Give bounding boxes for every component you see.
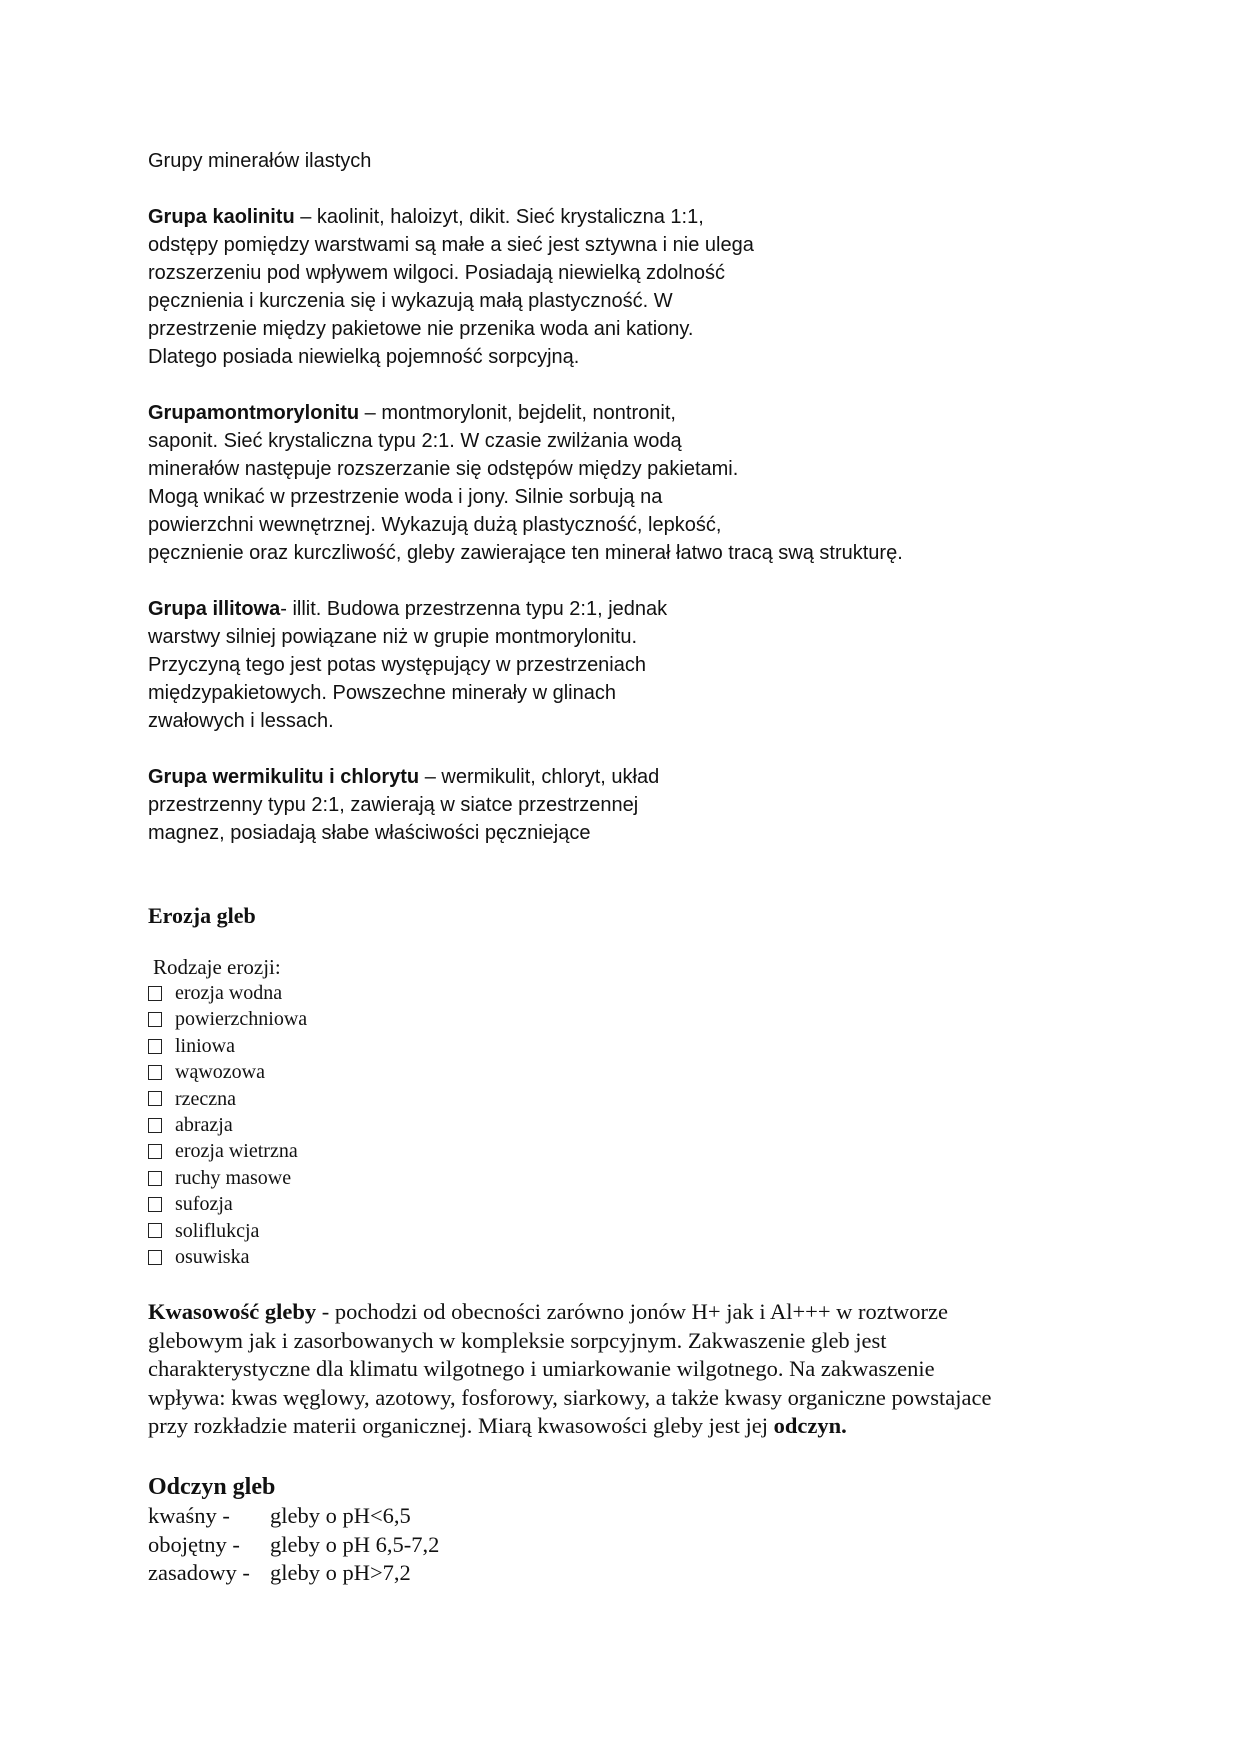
odczyn-label: obojętny - xyxy=(148,1531,240,1557)
erozja-list xyxy=(148,980,307,1270)
section-kaolinit xyxy=(148,203,754,371)
erozja-item-label: osuwiska xyxy=(175,1246,250,1269)
montmorylonit-line-3: minerałów następuje rozszerzanie się odstępów między pakietami. xyxy=(148,458,739,480)
odczyn-value: gleby o pH>7,2 xyxy=(270,1560,411,1585)
kaolinit-label: Grupa kaolinitu xyxy=(148,206,295,228)
montmorylonit-line-4: Mogą wnikać w przestrzenie woda i jony. Silnie sorbują na xyxy=(148,486,663,508)
odczyn-row-obojetny xyxy=(148,1531,439,1560)
montmorylonit-line-1: Grupamontmorylonitu – montmorylonit, bejdelit, nontronit, xyxy=(148,402,676,424)
checkbox-square-icon xyxy=(148,1250,162,1265)
odczyn-heading: Odczyn gleb xyxy=(148,1474,276,1500)
kaolinit-line-6: Dlatego posiada niewielką pojemność sorpcyjną. xyxy=(148,346,580,368)
wermikulit-label: Grupa wermikulitu i chlorytu xyxy=(148,766,420,788)
erozja-item-label: powierzchniowa xyxy=(175,1008,308,1031)
section-montmorylonit xyxy=(148,399,903,567)
erozja-list-item xyxy=(148,1218,307,1244)
checkbox-square-icon xyxy=(148,1171,162,1186)
odczyn-label: zasadowy - xyxy=(148,1560,250,1585)
checkbox-square-icon xyxy=(148,1144,162,1159)
illit-label: Grupa illitowa xyxy=(148,598,281,620)
kwasowosc-odczyn: odczyn. xyxy=(773,1413,847,1438)
checkbox-square-icon xyxy=(148,1091,162,1106)
erozja-list-item xyxy=(148,1191,307,1217)
erozja-heading: Erozja gleb xyxy=(148,903,256,928)
section-wermikulit xyxy=(148,763,659,847)
checkbox-square-icon xyxy=(148,986,162,1001)
erozja-item-label: rzeczna xyxy=(175,1087,237,1110)
odczyn-value: gleby o pH<6,5 xyxy=(270,1503,411,1528)
title-text: Grupy minerałów ilastych xyxy=(148,150,372,172)
illit-line-4: międzypakietowych. Powszechne minerały w glinach xyxy=(148,682,616,704)
montmorylonit-line-6: pęcznienie oraz kurczliwość, gleby zawierające ten minerał łatwo tracą swą strukturę. xyxy=(148,542,903,564)
section-kwasowosc xyxy=(148,1298,992,1441)
montmorylonit-line-2: saponit. Sieć krystaliczna typu 2:1. W czasie zwilżania wodą xyxy=(148,430,682,452)
erozja-list-item xyxy=(148,1033,307,1059)
kaolinit-line-4: pęcznienia i kurczenia się i wykazują małą plastyczność. W xyxy=(148,290,673,312)
checkbox-square-icon xyxy=(148,1223,162,1238)
odczyn-row-zasadowy xyxy=(148,1559,439,1588)
illit-line-5: zwałowych i lessach. xyxy=(148,710,334,732)
kwasowosc-line-3: charakterystyczne dla klimatu wilgotnego i umiarkowanie wilgotnego. Na zakwaszenie xyxy=(148,1356,935,1381)
erozja-list-item xyxy=(148,980,307,1006)
checkbox-square-icon xyxy=(148,1118,162,1133)
checkbox-square-icon xyxy=(148,1012,162,1027)
erozja-item-label: wąwozowa xyxy=(175,1061,265,1084)
illit-line-1: Grupa illitowa- illit. Budowa przestrzenna typu 2:1, jednak xyxy=(148,598,668,620)
erozja-section xyxy=(148,954,307,1270)
erozja-item-label: soliflukcja xyxy=(175,1219,260,1242)
erozja-item-label: erozja wietrzna xyxy=(175,1140,298,1163)
erozja-list-item xyxy=(148,1006,307,1032)
kaolinit-line-1: Grupa kaolinitu – kaolinit, haloizyt, dikit. Sieć krystaliczna 1:1, xyxy=(148,206,704,228)
erozja-item-label: ruchy masowe xyxy=(175,1166,292,1189)
erozja-list-item xyxy=(148,1086,307,1112)
erozja-item-label: abrazja xyxy=(175,1114,233,1137)
section-odczyn xyxy=(148,1472,439,1588)
document-title xyxy=(148,147,371,175)
wermikulit-line-1: Grupa wermikulitu i chlorytu – wermikulit, chloryt, układ xyxy=(148,766,660,788)
odczyn-value: gleby o pH 6,5-7,2 xyxy=(270,1531,440,1557)
kaolinit-line-3: rozszerzeniu pod wpływem wilgoci. Posiadają niewielką zdolność xyxy=(148,262,725,284)
kwasowosc-line-4: wpływa: kwas węglowy, azotowy, fosforowy, siarkowy, a także kwasy organiczne powstajace xyxy=(148,1384,992,1410)
erozja-list-item xyxy=(148,1138,307,1164)
kwasowosc-label: Kwasowość gleby xyxy=(148,1299,317,1324)
kaolinit-line-2: odstępy pomiędzy warstwami są małe a sieć jest sztywna i nie ulega xyxy=(148,234,754,256)
kwasowosc-line-1: Kwasowość gleby - pochodzi od obecności zarówno jonów H+ jak i Al+++ w roztworze xyxy=(148,1299,948,1324)
odczyn-label: kwaśny - xyxy=(148,1503,230,1528)
section-illit xyxy=(148,595,667,735)
checkbox-square-icon xyxy=(148,1197,162,1212)
kaolinit-line-5: przestrzenie między pakietowe nie przenika woda ani kationy. xyxy=(148,318,694,340)
erozja-item-label: liniowa xyxy=(175,1034,235,1057)
erozja-list-item xyxy=(148,1112,307,1138)
kwasowosc-line-5: przy rozkładzie materii organicznej. Miarą kwasowości gleby jest jej odczyn. xyxy=(148,1413,847,1438)
erozja-list-item xyxy=(148,1244,307,1270)
montmorylonit-label: Grupamontmorylonitu xyxy=(148,402,360,424)
kwasowosc-line-2: glebowym jak i zasorbowanych w kompleksie sorpcyjnym. Zakwaszenie gleb jest xyxy=(148,1327,887,1353)
erozja-item-label: sufozja xyxy=(175,1193,233,1216)
erozja-list-item xyxy=(148,1059,307,1085)
wermikulit-line-2: przestrzenny typu 2:1, zawierają w siatce przestrzennej xyxy=(148,794,639,816)
erozja-list-item xyxy=(148,1165,307,1191)
erozja-intro: Rodzaje erozji: xyxy=(153,955,281,979)
checkbox-square-icon xyxy=(148,1039,162,1054)
wermikulit-line-3: magnez, posiadają słabe właściwości pęczniejące xyxy=(148,822,591,844)
montmorylonit-line-5: powierzchni wewnętrznej. Wykazują dużą plastyczność, lepkość, xyxy=(148,514,722,536)
erozja-item-label: erozja wodna xyxy=(175,982,283,1004)
odczyn-row-kwasny xyxy=(148,1502,439,1531)
illit-line-3: Przyczyną tego jest potas występujący w przestrzeniach xyxy=(148,654,646,676)
checkbox-square-icon xyxy=(148,1065,162,1080)
illit-line-2: warstwy silniej powiązane niż w grupie montmorylonitu. xyxy=(148,626,638,648)
